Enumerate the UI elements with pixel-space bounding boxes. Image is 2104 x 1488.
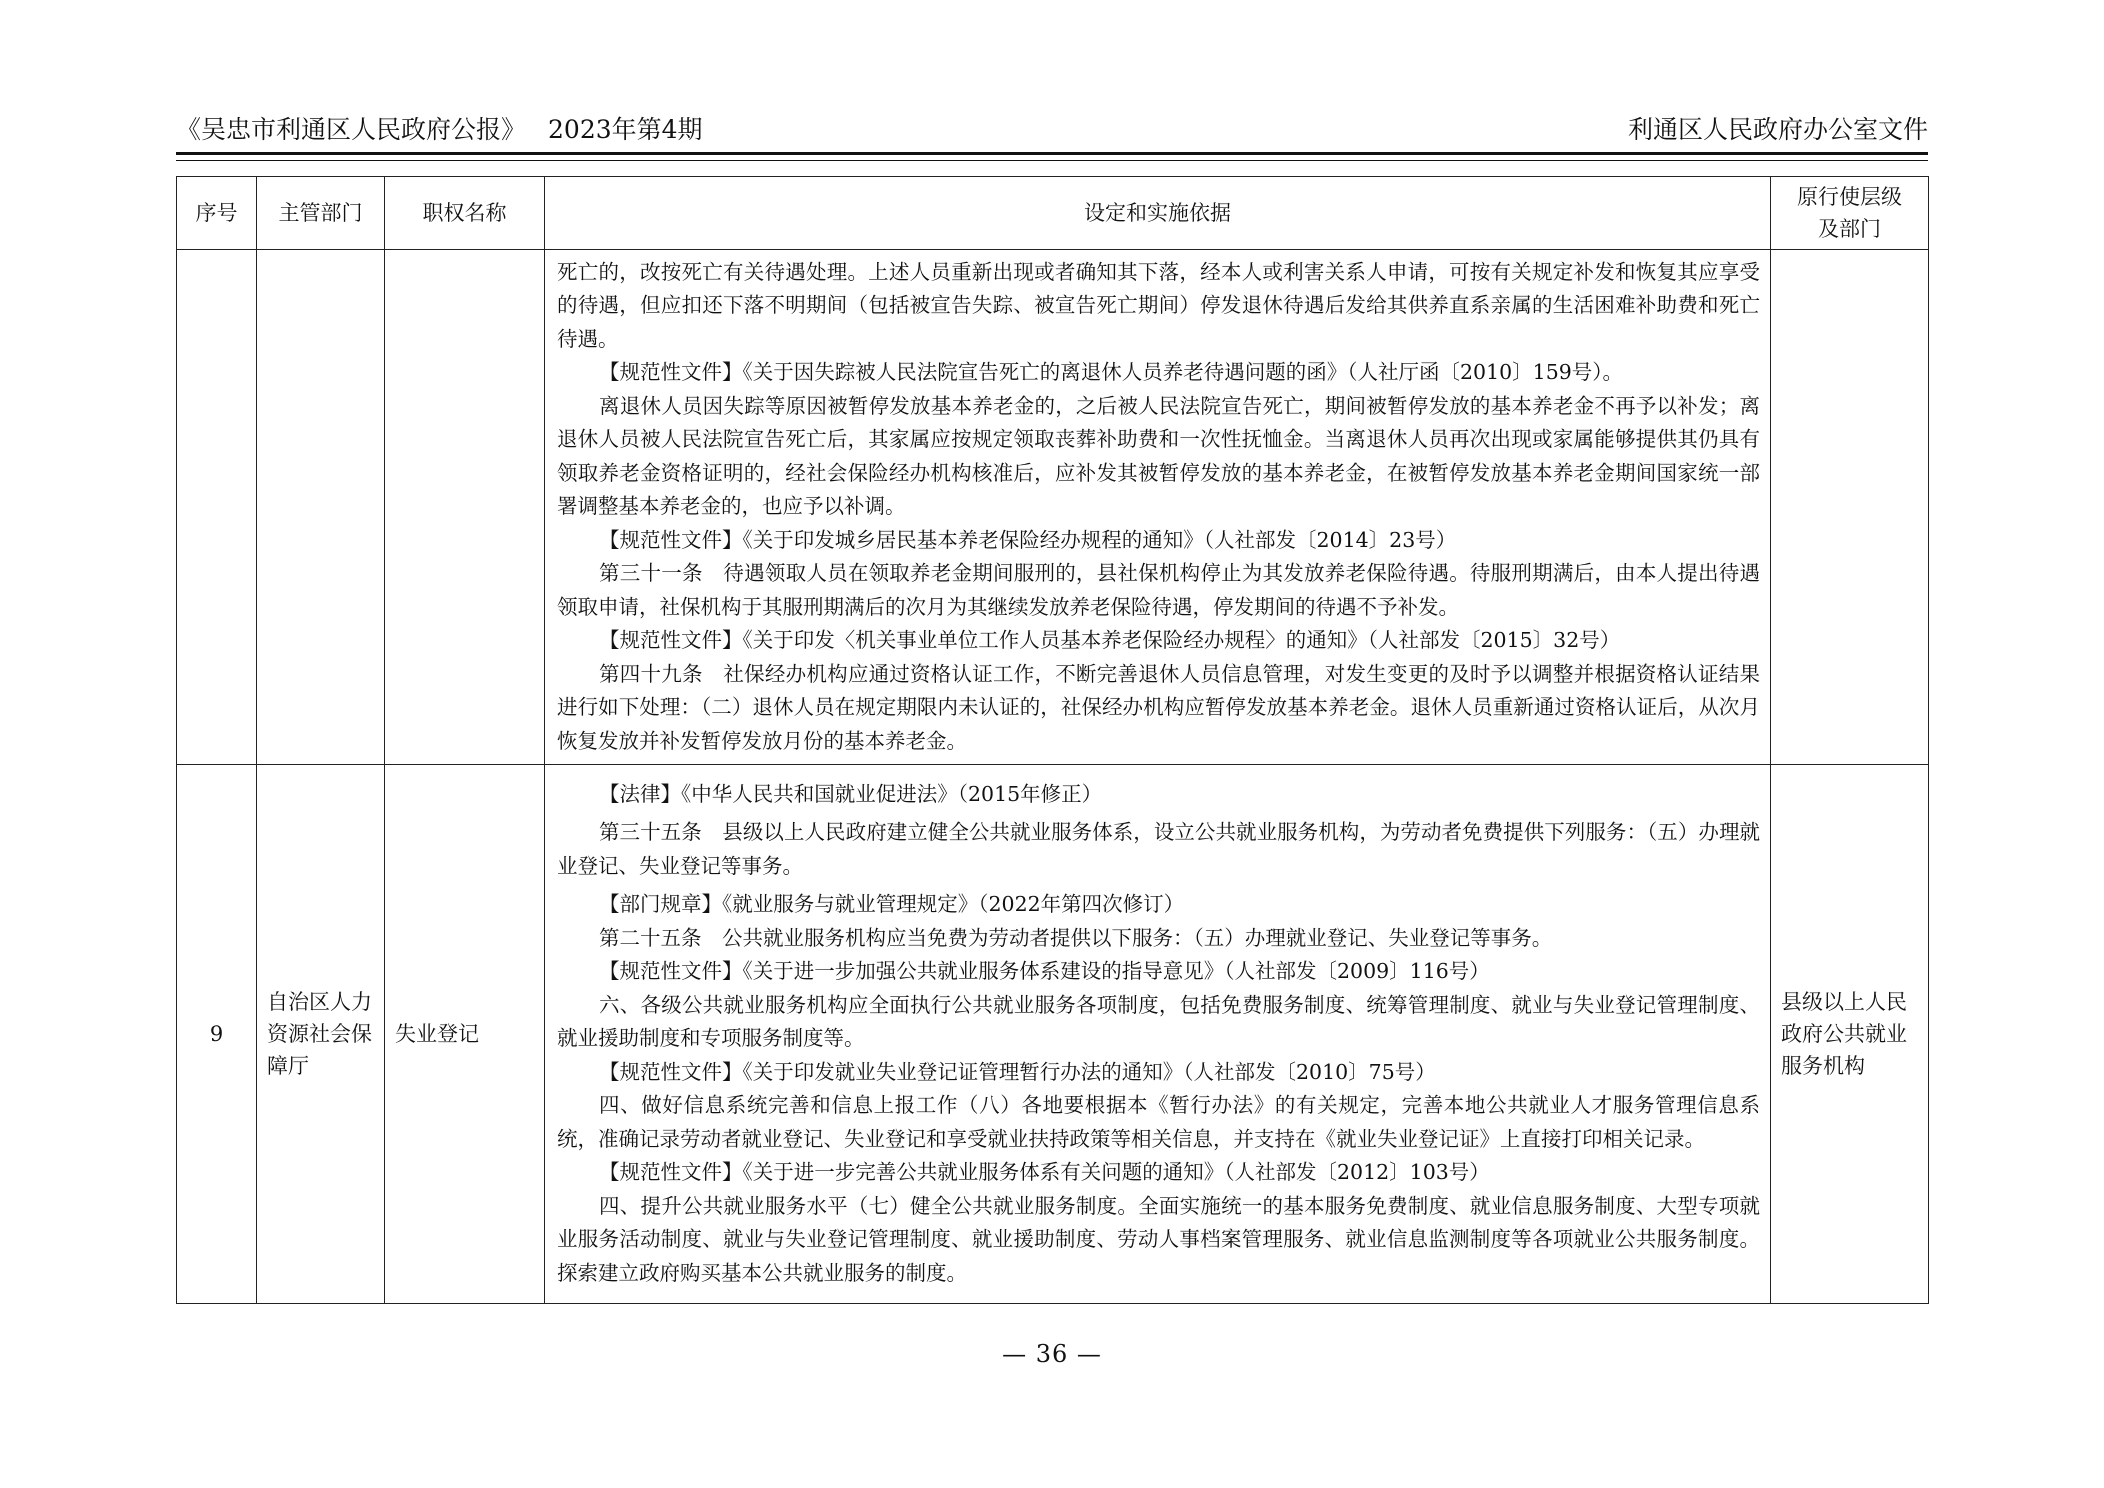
issue-number: 2023年第4期 xyxy=(548,115,703,144)
basis-paragraph: 【规范性文件】《关于印发〈机关事业单位工作人员基本养老保险经办规程〉的通知》（人社部发〔2015〕32号） xyxy=(599,628,1621,653)
basis-paragraph: 六、各级公共就业服务机构应全面执行公共就业服务各项制度，包括免费服务制度、统筹管理制度、就业与失业登记管理制度、就业援助制度和专项服务制度等。 xyxy=(557,992,1760,1051)
basis-paragraph: 【法律】《中华人民共和国就业促进法》（2015年修正） xyxy=(599,781,1103,806)
header-basis: 设定和实施依据 xyxy=(545,177,1771,250)
cell-dept xyxy=(257,250,385,765)
table-row xyxy=(177,765,1929,1304)
header-dept: 主管部门 xyxy=(257,177,385,250)
cell-basis xyxy=(545,250,1771,765)
header-left xyxy=(176,110,703,146)
cell-level: 县级以上人民政府公共就业服务机构 xyxy=(1771,765,1929,1304)
basis-paragraph: 离退休人员因失踪等原因被暂停发放基本养老金的，之后被人民法院宣告死亡，期间被暂停发放的基本养老金不再予以补发；离退休人员被人民法院宣告死亡后，其家属应按规定领取丧葬补助费和一次性抚恤金。当离退休人员再次出现或家属能够提供其仍具有领取养老金资格证明的，经社会保险经办机构核准后，应补发其被暂停发放的基本养老金，在被暂停发放基本养老金期间国家统一部署调整基本养老金的，也应予以补调。 xyxy=(557,393,1760,519)
basis-paragraph: 第四十九条 社保经办机构应通过资格认证工作，不断完善退休人员信息管理，对发生变更的及时予以调整并根据资格认证结果进行如下处理：（二）退休人员在规定期限内未认证的，社保经办机构应暂停发放基本养老金。退休人员重新通过资格认证后，从次月恢复发放并补发暂停发放月份的基本养老金。 xyxy=(557,661,1760,753)
basis-paragraph: 【部门规章】《就业服务与就业管理规定》（2022年第四次修订） xyxy=(599,892,1185,917)
basis-paragraph: 四、提升公共就业服务水平（七）健全公共就业服务制度。全面实施统一的基本服务免费制度、就业信息服务制度、大型专项就业服务活动制度、就业与失业登记管理制度、就业援助制度、劳动人事档案管理服务、就业信息监测制度等各项就业公共服务制度。探索建立政府购买基本公共就业服务的制度。 xyxy=(557,1193,1760,1285)
cell-seq xyxy=(177,250,257,765)
basis-paragraph: 【规范性文件】《关于印发城乡居民基本养老保险经办规程的通知》（人社部发〔2014〕23号） xyxy=(599,527,1457,552)
table-header-row xyxy=(177,177,1929,250)
publication-title: 《吴忠市利通区人民政府公报》 xyxy=(176,115,527,144)
header-rule-thick xyxy=(176,152,1928,155)
basis-paragraph: 四、做好信息系统完善和信息上报工作（八）各地要根据本《暂行办法》的有关规定，完善本地公共就业人才服务管理信息系统，准确记录劳动者就业登记、失业登记和享受就业扶持政策等相关信息，并支持在《就业失业登记证》上直接打印相关记录。 xyxy=(557,1093,1760,1151)
powers-table xyxy=(176,176,1929,1304)
basis-paragraph: 【规范性文件】《关于进一步完善公共就业服务体系有关问题的通知》（人社部发〔2012〕103号） xyxy=(599,1160,1490,1185)
header-rule-thin xyxy=(176,160,1928,161)
cell-name: 失业登记 xyxy=(385,765,545,1304)
page-number: — 36 — xyxy=(1002,1340,1102,1368)
basis-paragraph: 死亡的，改按死亡有关待遇处理。上述人员重新出现或者确知其下落，经本人或利害关系人申请，可按有关规定补发和恢复其应享受的待遇，但应扣还下落不明期间（包括被宣告失踪、被宣告死亡期间）停发退休待遇后发给其供养直系亲属的生活困难补助费和死亡待遇。 xyxy=(557,259,1760,351)
basis-paragraph: 【规范性文件】《关于因失踪被人民法院宣告死亡的离退休人员养老待遇问题的函》（人社厅函〔2010〕159号）。 xyxy=(599,360,1624,385)
basis-paragraph: 第三十一条 待遇领取人员在领取养老金期间服刑的，县社保机构停止为其发放养老保险待遇。待服刑期满后，由本人提出待遇领取申请，社保机构于其服刑期满后的次月为其继续发放养老保险待遇，停发期间的待遇不予补发。 xyxy=(557,561,1760,619)
header-name: 职权名称 xyxy=(385,177,545,250)
basis-paragraph: 【规范性文件】《关于印发就业失业登记证管理暂行办法的通知》（人社部发〔2010〕75号） xyxy=(599,1059,1436,1084)
cell-basis xyxy=(545,765,1771,1304)
table-row xyxy=(177,250,1929,765)
cell-level xyxy=(1771,250,1929,765)
basis-paragraph: 第二十五条 公共就业服务机构应当免费为劳动者提供以下服务：（五）办理就业登记、失业登记等事务。 xyxy=(599,925,1553,950)
header-level: 原行使层级 及部门 xyxy=(1771,177,1929,250)
page-header xyxy=(176,108,1928,148)
cell-name xyxy=(385,250,545,765)
cell-seq: 9 xyxy=(177,765,257,1304)
office-name: 利通区人民政府办公室文件 xyxy=(1627,115,1928,144)
basis-paragraph: 第三十五条 县级以上人民政府建立健全公共就业服务体系，设立公共就业服务机构，为劳动者免费提供下列服务：（五）办理就业登记、失业登记等事务。 xyxy=(557,820,1760,878)
cell-dept: 自治区人力资源社会保障厅 xyxy=(257,765,385,1304)
basis-paragraph: 【规范性文件】《关于进一步加强公共就业服务体系建设的指导意见》（人社部发〔2009〕116号） xyxy=(599,959,1490,984)
header-seq: 序号 xyxy=(177,177,257,250)
